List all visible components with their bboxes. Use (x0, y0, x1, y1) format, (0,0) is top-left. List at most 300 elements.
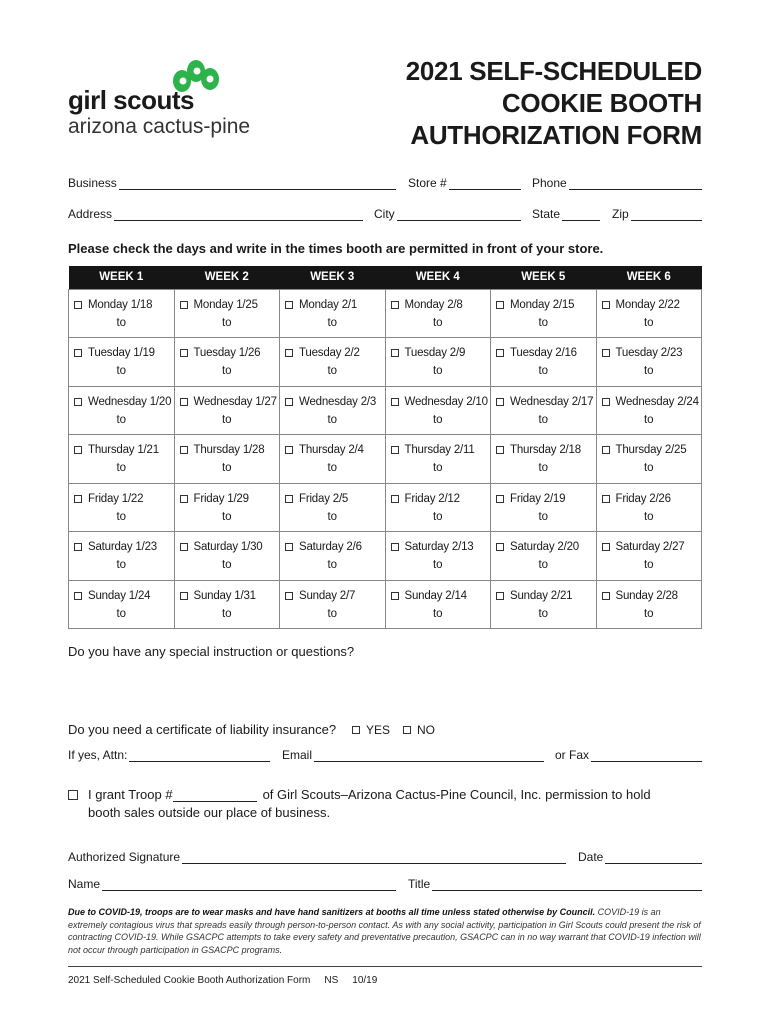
day-option[interactable] (597, 532, 702, 553)
day-label: Wednesday 2/24 (615, 395, 699, 408)
day-option[interactable] (175, 581, 280, 602)
day-option[interactable] (175, 484, 280, 505)
day-label: Wednesday 2/17 (510, 395, 594, 408)
day-cell (280, 338, 386, 387)
day-checkbox[interactable] (180, 301, 188, 309)
day-cell (174, 338, 280, 387)
day-option[interactable] (280, 435, 385, 456)
time-range-to[interactable]: to (116, 607, 127, 620)
day-checkbox[interactable] (74, 495, 82, 503)
day-label: Sunday 1/31 (193, 589, 256, 602)
day-checkbox[interactable] (496, 301, 504, 309)
day-cell (491, 483, 597, 532)
day-cell (491, 532, 597, 581)
day-checkbox[interactable] (496, 543, 504, 551)
time-range-to[interactable]: to (432, 316, 443, 329)
day-checkbox[interactable] (74, 349, 82, 357)
day-label: Sunday 2/28 (615, 589, 678, 602)
day-label: Monday 1/25 (193, 298, 258, 311)
day-cell (280, 435, 386, 484)
city-label: City (374, 207, 395, 221)
day-option[interactable] (280, 532, 385, 553)
day-checkbox[interactable] (285, 543, 293, 551)
time-range-to[interactable]: to (116, 316, 127, 329)
attn-line[interactable] (129, 748, 270, 762)
time-range-to[interactable]: to (432, 607, 443, 620)
city-field[interactable] (374, 203, 521, 221)
day-option[interactable] (175, 435, 280, 456)
time-range-to[interactable]: to (432, 510, 443, 523)
day-checkbox[interactable] (285, 446, 293, 454)
day-cell (491, 580, 597, 629)
day-label: Wednesday 2/3 (299, 395, 377, 408)
day-label: Tuesday 2/9 (404, 347, 466, 359)
day-label: Thursday 1/21 (88, 444, 159, 456)
day-cell (491, 386, 597, 435)
day-option[interactable] (491, 581, 596, 602)
day-checkbox[interactable] (74, 592, 82, 600)
troop-number-input[interactable] (173, 788, 257, 802)
day-label: Monday 1/18 (88, 298, 153, 311)
day-cell (280, 289, 386, 338)
day-cell (385, 580, 491, 629)
day-cell (174, 289, 280, 338)
day-cell (491, 338, 597, 387)
time-range-to[interactable]: to (538, 365, 549, 377)
date-line[interactable] (605, 850, 702, 864)
time-range-to[interactable]: to (221, 510, 232, 523)
day-row (69, 289, 702, 338)
day-cell (385, 435, 491, 484)
time-range-to[interactable]: to (116, 365, 127, 377)
business-line[interactable] (119, 176, 396, 190)
day-option[interactable] (386, 435, 491, 456)
day-cell (596, 435, 702, 484)
day-option[interactable] (491, 532, 596, 553)
page-footer (68, 975, 377, 986)
day-option[interactable] (280, 290, 385, 311)
time-range-to[interactable]: to (327, 462, 338, 474)
day-row (69, 338, 702, 387)
business-field[interactable] (68, 172, 396, 190)
day-cell (596, 289, 702, 338)
time-range-to[interactable]: to (327, 559, 338, 571)
time-range-to[interactable]: to (221, 365, 232, 377)
day-option[interactable] (175, 290, 280, 311)
day-option[interactable] (491, 290, 596, 311)
day-checkbox[interactable] (285, 495, 293, 503)
day-cell (280, 386, 386, 435)
day-checkbox[interactable] (74, 398, 82, 406)
day-option[interactable] (69, 387, 174, 408)
time-range-to[interactable]: to (116, 559, 127, 571)
name-field[interactable] (68, 873, 396, 891)
time-range-to[interactable]: to (432, 462, 443, 474)
day-label: Saturday 2/13 (404, 541, 474, 553)
day-option[interactable] (491, 435, 596, 456)
day-cell (69, 532, 175, 581)
day-option[interactable] (386, 581, 491, 602)
name-line[interactable] (102, 877, 396, 891)
day-label: Sunday 2/14 (404, 589, 467, 602)
zip-field[interactable] (612, 203, 702, 221)
week-header: WEEK 6 (596, 266, 702, 289)
day-checkbox[interactable] (180, 495, 188, 503)
time-range-to[interactable]: to (643, 413, 654, 426)
week-header: WEEK 3 (280, 266, 386, 289)
day-checkbox[interactable] (74, 446, 82, 454)
time-range-to[interactable]: to (432, 559, 443, 571)
time-range-to[interactable]: to (538, 462, 549, 474)
day-option[interactable] (597, 435, 702, 456)
council-name: arizona cactus-pine (68, 115, 251, 138)
covid-disclaimer-bold: Due to COVID-19, troops are to wear masks and have hand sanitizers at booths all time unless stated otherwise by Council. (68, 907, 596, 917)
day-option[interactable] (597, 581, 702, 602)
day-option[interactable] (597, 338, 702, 359)
day-option[interactable] (69, 484, 174, 505)
day-label: Saturday 2/27 (615, 541, 685, 553)
time-range-to[interactable]: to (327, 365, 338, 377)
address-field[interactable] (68, 203, 363, 221)
day-cell (385, 483, 491, 532)
day-option[interactable] (69, 581, 174, 602)
day-cell (385, 289, 491, 338)
signature-line[interactable] (182, 850, 566, 864)
insurance-no-option[interactable] (403, 723, 435, 737)
day-checkbox[interactable] (180, 592, 188, 600)
day-cell (174, 532, 280, 581)
day-checkbox[interactable] (391, 543, 399, 551)
day-label: Thursday 1/28 (193, 444, 265, 456)
attn-label: If yes, Attn: (68, 748, 128, 762)
time-range-to[interactable]: to (643, 559, 654, 571)
date-field[interactable] (578, 846, 702, 864)
day-cell (596, 580, 702, 629)
day-checkbox[interactable] (180, 349, 188, 357)
address-row (68, 203, 702, 221)
title-label: Title (408, 877, 431, 891)
title-line-3: AUTHORIZATION FORM (410, 120, 702, 150)
time-range-to[interactable]: to (327, 510, 338, 523)
time-range-to[interactable]: to (116, 510, 127, 523)
day-cell (491, 289, 597, 338)
day-option[interactable] (280, 387, 385, 408)
footer-date: 10/19 (352, 975, 378, 986)
day-label: Sunday 1/24 (88, 589, 151, 602)
day-option[interactable] (69, 338, 174, 359)
time-range-to[interactable]: to (327, 316, 338, 329)
day-option[interactable] (386, 532, 491, 553)
store-label: Store # (408, 176, 447, 190)
state-field[interactable] (532, 203, 600, 221)
day-checkbox[interactable] (602, 495, 610, 503)
time-range-to[interactable]: to (538, 559, 549, 571)
day-cell (69, 483, 175, 532)
day-option[interactable] (386, 387, 491, 408)
no-label: NO (417, 723, 435, 737)
day-checkbox[interactable] (602, 446, 610, 454)
day-label: Tuesday 2/2 (299, 347, 360, 359)
business-label: Business (68, 176, 117, 190)
day-checkbox[interactable] (391, 349, 399, 357)
day-option[interactable] (386, 338, 491, 359)
day-label: Friday 1/29 (193, 492, 249, 505)
day-checkbox[interactable] (602, 543, 610, 551)
day-checkbox[interactable] (391, 398, 399, 406)
day-cell (174, 386, 280, 435)
day-checkbox[interactable] (496, 446, 504, 454)
time-range-to[interactable]: to (327, 413, 338, 426)
time-range-to[interactable]: to (538, 413, 549, 426)
state-label: State (532, 207, 561, 221)
day-label: Tuesday 2/16 (510, 347, 577, 359)
zip-line[interactable] (631, 207, 702, 221)
authorized-signature-field[interactable] (68, 846, 566, 864)
day-label: Monday 2/15 (510, 298, 575, 311)
day-cell (596, 532, 702, 581)
day-label: Tuesday 1/26 (193, 347, 261, 359)
day-label: Monday 2/8 (404, 298, 463, 311)
day-cell (280, 580, 386, 629)
day-checkbox[interactable] (180, 398, 188, 406)
day-checkbox[interactable] (602, 592, 610, 600)
signature-label: Authorized Signature (68, 850, 181, 864)
day-option[interactable] (69, 532, 174, 553)
time-range-to[interactable]: to (643, 607, 654, 620)
time-range-to[interactable]: to (643, 510, 654, 523)
time-range-to[interactable]: to (116, 462, 127, 474)
day-label: Monday 2/1 (299, 298, 358, 311)
time-range-to[interactable]: to (643, 365, 654, 377)
day-option[interactable] (280, 581, 385, 602)
day-option[interactable] (491, 387, 596, 408)
title-line-1: 2021 SELF-SCHEDULED (405, 56, 702, 86)
day-checkbox[interactable] (180, 543, 188, 551)
time-range-to[interactable]: to (432, 413, 443, 426)
day-cell (596, 483, 702, 532)
day-option[interactable] (175, 532, 280, 553)
title-field[interactable] (408, 873, 702, 891)
time-range-to[interactable]: to (221, 607, 232, 620)
phone-field[interactable] (532, 172, 702, 190)
day-option[interactable] (386, 290, 491, 311)
day-label: Saturday 2/6 (299, 541, 362, 553)
day-option[interactable] (597, 290, 702, 311)
day-cell (491, 435, 597, 484)
day-option[interactable] (597, 484, 702, 505)
day-checkbox[interactable] (285, 349, 293, 357)
day-cell (69, 435, 175, 484)
day-label: Wednesday 2/10 (404, 395, 488, 408)
email-label: Email (282, 748, 313, 762)
day-cell (385, 532, 491, 581)
city-line[interactable] (397, 207, 521, 221)
day-label: Thursday 2/18 (510, 444, 581, 456)
day-checkbox[interactable] (285, 398, 293, 406)
form-title (362, 55, 702, 151)
time-range-to[interactable]: to (538, 607, 549, 620)
business-row (68, 172, 702, 190)
time-range-to[interactable]: to (221, 413, 232, 426)
day-option[interactable] (280, 484, 385, 505)
fax-field[interactable] (555, 744, 702, 762)
day-checkbox[interactable] (496, 495, 504, 503)
email-field[interactable] (282, 744, 544, 762)
day-label: Sunday 2/7 (299, 589, 356, 602)
day-cell (174, 435, 280, 484)
day-option[interactable] (175, 387, 280, 408)
time-range-to[interactable]: to (643, 462, 654, 474)
day-checkbox[interactable] (602, 349, 610, 357)
day-option[interactable] (491, 484, 596, 505)
day-option[interactable] (69, 290, 174, 311)
troop-grant-statement (68, 786, 702, 822)
day-cell (69, 580, 175, 629)
day-label: Sunday 2/21 (510, 589, 573, 602)
day-option[interactable] (597, 387, 702, 408)
day-checkbox[interactable] (496, 349, 504, 357)
day-label: Wednesday 1/27 (193, 395, 277, 408)
day-label: Wednesday 1/20 (88, 395, 172, 408)
day-label: Friday 2/26 (615, 492, 671, 505)
covid-disclaimer (68, 906, 702, 956)
week-header: WEEK 5 (491, 266, 597, 289)
special-instructions-question: Do you have any special instruction or questions? (68, 644, 355, 659)
address-line[interactable] (114, 207, 363, 221)
store-line[interactable] (449, 176, 521, 190)
day-label: Tuesday 1/19 (88, 347, 155, 359)
footer-form-name: 2021 Self-Scheduled Cookie Booth Authorization Form (68, 975, 311, 986)
insurance-contact-row (68, 744, 702, 762)
day-cell (596, 338, 702, 387)
day-label: Friday 2/5 (299, 492, 349, 505)
day-cell (174, 483, 280, 532)
day-row (69, 532, 702, 581)
day-label: Saturday 2/20 (510, 541, 580, 553)
title-line[interactable] (432, 877, 702, 891)
day-cell (174, 580, 280, 629)
day-checkbox[interactable] (285, 592, 293, 600)
day-label: Friday 2/19 (510, 492, 566, 505)
day-checkbox[interactable] (602, 398, 610, 406)
day-label: Monday 2/22 (615, 298, 680, 311)
day-checkbox[interactable] (391, 495, 399, 503)
phone-label: Phone (532, 176, 567, 190)
day-row (69, 386, 702, 435)
day-row (69, 483, 702, 532)
store-field[interactable] (408, 172, 521, 190)
footer-divider (68, 966, 702, 967)
day-option[interactable] (386, 484, 491, 505)
day-checkbox[interactable] (74, 301, 82, 309)
day-option[interactable] (491, 338, 596, 359)
grant-line-2: booth sales outside our place of business. (88, 805, 331, 820)
girl-scouts-logo (66, 55, 306, 145)
day-row (69, 580, 702, 629)
grant-checkbox[interactable] (68, 790, 78, 800)
time-range-to[interactable]: to (538, 316, 549, 329)
title-line-2: COOKIE BOOTH (501, 88, 702, 118)
schedule-table (68, 266, 702, 629)
day-label: Saturday 1/30 (193, 541, 263, 553)
zip-label: Zip (612, 207, 629, 221)
signature-row (68, 846, 702, 864)
day-checkbox[interactable] (391, 301, 399, 309)
attn-field[interactable] (68, 744, 270, 762)
phone-line[interactable] (569, 176, 702, 190)
schedule-body (69, 289, 702, 629)
day-label: Thursday 2/4 (299, 444, 364, 456)
grant-prefix: I grant Troop # (88, 787, 173, 802)
day-checkbox[interactable] (285, 301, 293, 309)
time-range-to[interactable]: to (116, 413, 127, 426)
day-checkbox[interactable] (180, 446, 188, 454)
week-header: WEEK 2 (174, 266, 280, 289)
day-checkbox[interactable] (391, 446, 399, 454)
yes-label: YES (366, 723, 391, 737)
day-cell (69, 338, 175, 387)
time-range-to[interactable]: to (432, 365, 443, 377)
footer-code: NS (324, 975, 339, 986)
covid-disclaimer-text: COVID-19 is an extremely contagious virus that spreads easily through person-to-person contact. As with any social activity, participation in Girl Scouts could present the risk of contracting COVID-19. While GSACPC attempts to take every safety and preventative precaution, GSACPC can in no way warrant that COVID-19 infection will not occur through participation in GSACPC programs. (68, 907, 701, 955)
day-cell (280, 483, 386, 532)
day-checkbox[interactable] (496, 398, 504, 406)
time-range-to[interactable]: to (643, 316, 654, 329)
time-range-to[interactable]: to (221, 316, 232, 329)
day-checkbox[interactable] (391, 592, 399, 600)
day-label: Saturday 1/23 (88, 541, 158, 553)
insurance-question: Do you need a certificate of liability insurance? (68, 722, 337, 737)
grant-suffix: of Girl Scouts–Arizona Cactus-Pine Council, Inc. permission to hold (262, 787, 651, 802)
day-option[interactable] (175, 338, 280, 359)
week-header: WEEK 1 (69, 266, 175, 289)
time-range-to[interactable]: to (221, 559, 232, 571)
logo-text: girl scouts (68, 85, 194, 115)
state-line[interactable] (562, 207, 600, 221)
time-range-to[interactable]: to (221, 462, 232, 474)
fax-line[interactable] (591, 748, 702, 762)
day-checkbox[interactable] (74, 543, 82, 551)
day-option[interactable] (280, 338, 385, 359)
day-label: Tuesday 2/23 (615, 347, 683, 359)
instruction-text: Please check the days and write in the times booth are permitted in front of your store. (68, 241, 604, 256)
date-label: Date (578, 850, 604, 864)
day-cell (69, 386, 175, 435)
day-cell (69, 289, 175, 338)
day-checkbox[interactable] (496, 592, 504, 600)
day-label: Friday 2/12 (404, 492, 460, 505)
week-header: WEEK 4 (385, 266, 491, 289)
time-range-to[interactable]: to (538, 510, 549, 523)
day-cell (385, 386, 491, 435)
day-label: Friday 1/22 (88, 492, 144, 505)
day-checkbox[interactable] (602, 301, 610, 309)
no-checkbox[interactable] (403, 726, 411, 734)
day-label: Thursday 2/25 (615, 444, 687, 456)
day-cell (280, 532, 386, 581)
name-label: Name (68, 877, 101, 891)
address-label: Address (68, 207, 113, 221)
name-row (68, 873, 702, 891)
day-option[interactable] (69, 435, 174, 456)
day-row (69, 435, 702, 484)
fax-label: or Fax (555, 748, 590, 762)
insurance-yes-option[interactable] (352, 723, 390, 737)
day-cell (596, 386, 702, 435)
yes-checkbox[interactable] (352, 726, 360, 734)
time-range-to[interactable]: to (327, 607, 338, 620)
email-line[interactable] (314, 748, 544, 762)
